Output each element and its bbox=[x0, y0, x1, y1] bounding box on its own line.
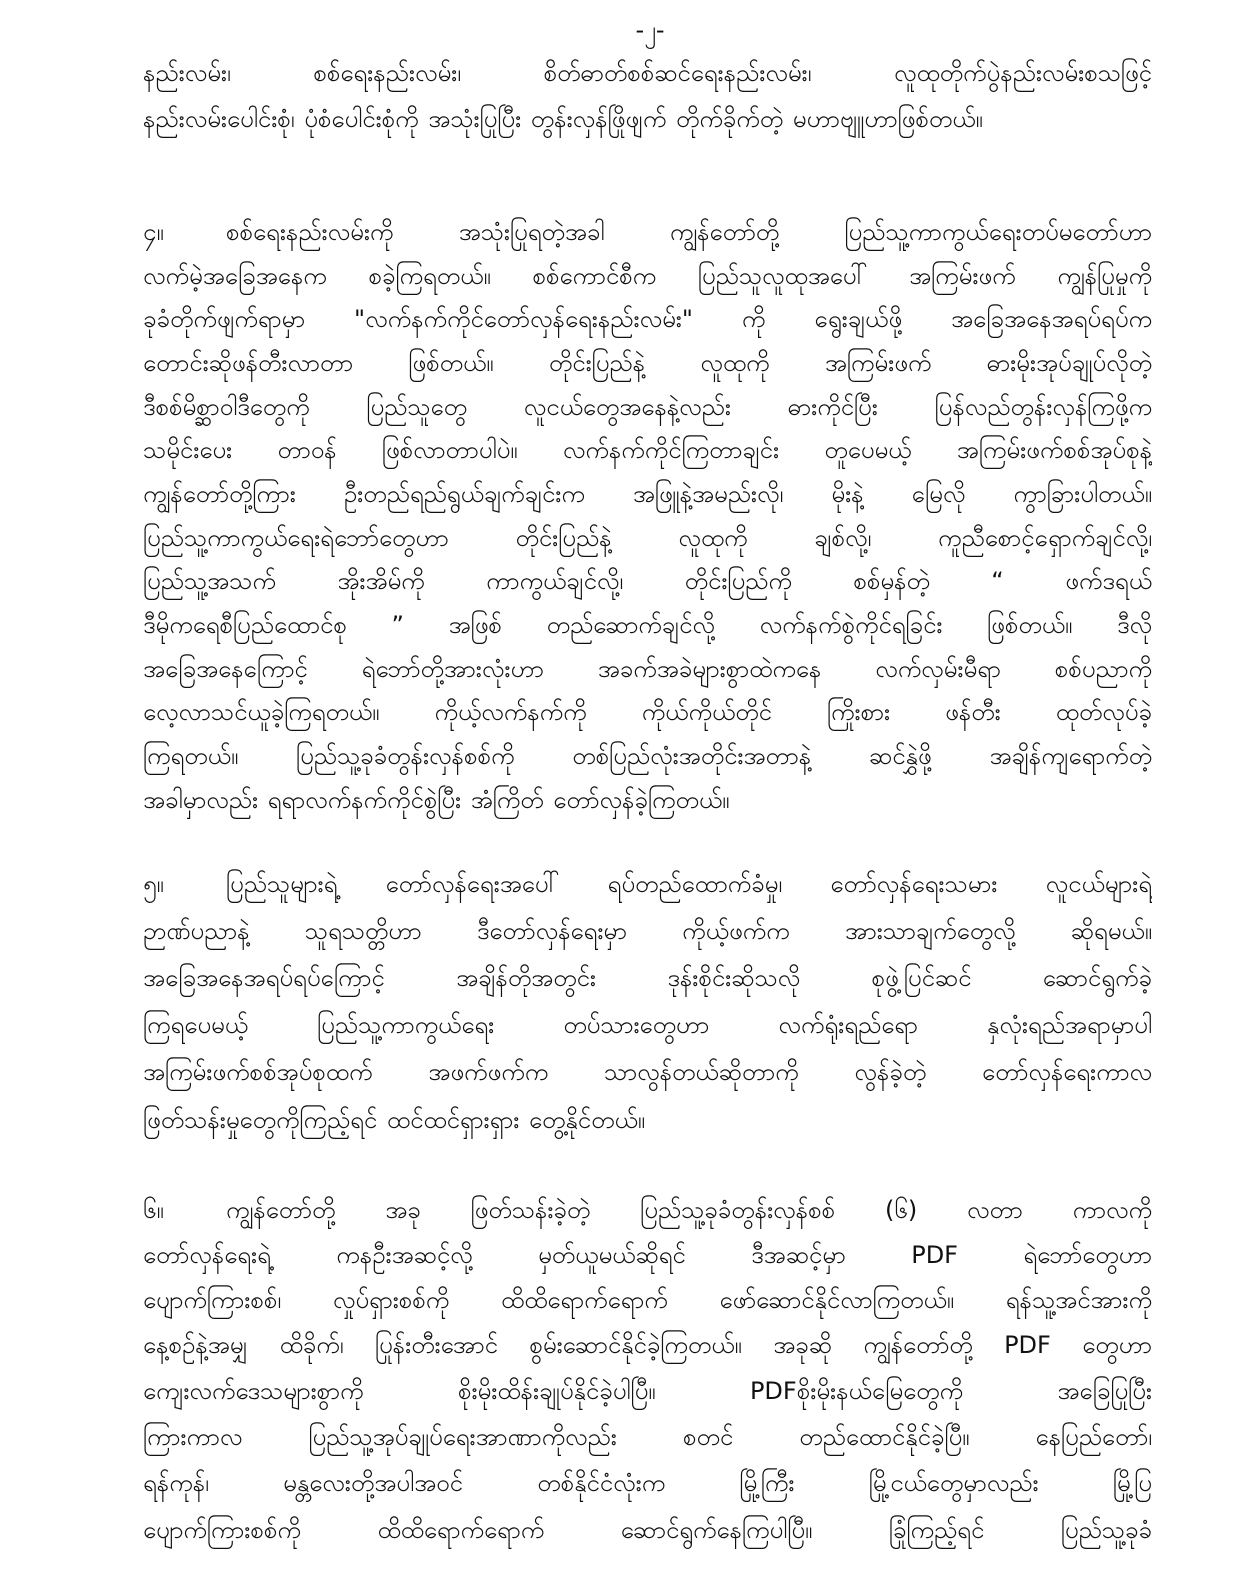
text-line: အခါမှာလည်း ရရာလက်နက်ကိုင်စွဲပြီး အံကြိတ် တော်လှန်ခဲ့ကြတယ်။ bbox=[143, 786, 730, 814]
paragraph-number: ၅။ bbox=[143, 870, 164, 898]
text-line: ဒီစစ်မိစ္ဆာဝါဒီတွေကို ပြည်သူတွေ လူငယ်တွေအနေနဲ့လည်း ဓားကိုင်ပြီး ပြန်လည်တွန်းလှန်ကြဖို့က bbox=[143, 393, 1152, 421]
paragraph-number: ၄။ bbox=[143, 218, 164, 246]
text-line: အခြေအနေအရပ်ရပ်ကြောင့် အချိန်တိုအတွင်း ဒုန်းစိုင်းဆိုသလို စုဖွဲ့ပြင်ဆင် ဆောင်ရွက်ခဲ့ bbox=[143, 964, 1152, 992]
page-number: -၂- bbox=[635, 16, 665, 44]
text-line: တော်လှန်ရေးရဲ့ ကနဦးအဆင့်လို့ မှတ်ယူမယ်ဆိုရင် ဒီအဆင့်မှာ PDF ရဲဘော်တွေဟာ bbox=[143, 1241, 1152, 1269]
text-line: ခုခံတိုက်ဖျက်ရာမှာ "လက်နက်ကိုင်တော်လှန်ရေးနည်းလမ်း" ကို ရွေးချယ်ဖို့ အခြေအနေအရပ်ရပ်က bbox=[143, 305, 1152, 333]
text-line: စစ်ရေးနည်းလမ်းကို အသုံးပြုရတဲ့အခါ ကျွန်တော်တို့ ပြည်သူ့ကာကွယ်ရေးတပ်မတော်ဟာ bbox=[226, 218, 1152, 246]
text-line: နည်းလမ်း၊ စစ်ရေးနည်းလမ်း၊ စိတ်ဓာတ်စစ်ဆင်ရေးနည်းလမ်း၊ လူထုတိုက်ပွဲနည်းလမ်းစသဖြင့် bbox=[143, 59, 1152, 87]
text-line: ကြရတယ်။ ပြည်သူ့ခုခံတွန်းလှန်စစ်ကို တစ်ပြည်လုံးအတိုင်းအတာနဲ့ ဆင်နွှဲဖို့ အချိန်ကျရောက်တဲ့ bbox=[143, 742, 1152, 770]
text-line: အခြေအနေကြောင့် ရဲဘော်တို့အားလုံးဟာ အခက်အခဲများစွာထဲကနေ လက်လှမ်းမီရာ စစ်ပညာကို bbox=[143, 655, 1152, 683]
text-line: အကြမ်းဖက်စစ်အုပ်စုထက် အဖက်ဖက်က သာလွန်တယ်ဆိုတာကို လွန်ခဲ့တဲ့ တော်လှန်ရေးကာလ bbox=[143, 1058, 1152, 1086]
text-line: ကြားကာလ ပြည်သူ့အုပ်ချုပ်ရေးအာဏာကိုလည်း စတင် တည်ထောင်နိုင်ခဲ့ပြီ။ နေပြည်တော်၊ bbox=[143, 1423, 1152, 1451]
text-line: ကျွန်တော်တို့ကြား ဦးတည်ရည်ရွယ်ချက်ချင်းက အဖြူနဲ့အမည်းလို၊ မိုးနဲ့ မြေလို ကွာခြားပါတယ်။ bbox=[143, 480, 1152, 508]
text-line: ပြည်သူ့ကာကွယ်ရေးရဲဘော်တွေဟာ တိုင်းပြည်နဲ့ လူထုကို ချစ်လို့၊ ကူညီစောင့်ရှောက်ချင်လို့၊ bbox=[143, 524, 1152, 552]
text-line: ပျောက်ကြားစစ်၊ လှုပ်ရှားစစ်ကို ထိထိရောက်ရောက် ဖော်ဆောင်နိုင်လာကြတယ်။ ရန်သူ့အင်အားကို bbox=[143, 1286, 1152, 1314]
text-line: ကြရပေမယ့် ပြည်သူ့ကာကွယ်ရေး တပ်သားတွေဟာ လက်ရုံးရည်ရော နှလုံးရည်အရာမှာပါ bbox=[143, 1011, 1152, 1039]
text-line: တောင်းဆိုဖန်တီးလာတာ ဖြစ်တယ်။ တိုင်းပြည်နဲ့ လူထုကို အကြမ်းဖက် ဓားမိုးအုပ်ချုပ်လိုတဲ့ bbox=[143, 349, 1152, 377]
text-line: ရန်ကုန်၊ မန္တလေးတို့အပါအဝင် တစ်နိုင်ငံလုံးက မြို့ကြီး မြို့ငယ်တွေမှာလည်း မြို့ပြ bbox=[143, 1469, 1152, 1497]
text-line: လက်မဲ့အခြေအနေက စခဲ့ကြရတယ်။ စစ်ကောင်စီက ပြည်သူလူထုအပေါ် အကြမ်းဖက် ကျွန်ပြုမှုကို bbox=[143, 262, 1152, 290]
text-line: ပြည်သူ့အသက် အိုးအိမ်ကို ကာကွယ်ချင်လို့၊ တိုင်းပြည်ကို စစ်မှန်တဲ့ “ ဖက်ဒရယ် bbox=[143, 567, 1152, 595]
text-line: ပြည်သူများရဲ့ တော်လှန်ရေးအပေါ် ရပ်တည်ထောက်ခံမှု၊ တော်လှန်ရေးသမား လူငယ်များရဲ့ bbox=[226, 870, 1152, 898]
text-line: ကျေးလက်ဒေသများစွာကို စိုးမိုးထိန်းချုပ်နိုင်ခဲ့ပါပြီ။ PDFစိုးမိုးနယ်မြေတွေကို အခြေပြုပြီး bbox=[143, 1377, 1152, 1405]
text-line: သမိုင်းပေး တာဝန် ဖြစ်လာတာပါပဲ။ လက်နက်ကိုင်ကြတာချင်း တူပေမယ့် အကြမ်းဖက်စစ်အုပ်စုနဲ့ bbox=[143, 436, 1152, 464]
text-line: ကျွန်တော်တို့ အခု ဖြတ်သန်းခဲ့တဲ့ ပြည်သူ့ခုခံတွန်းလှန်စစ် (၆) လတာ ကာလကို bbox=[226, 1196, 1152, 1224]
text-line: ဒီမိုကရေစီပြည်ထောင်စု ” အဖြစ် တည်ဆောက်ချင်လို့ လက်နက်စွဲကိုင်ရခြင်း ဖြစ်တယ်။ ဒီလို bbox=[143, 611, 1152, 639]
text-line: ဉာဏ်ပညာနဲ့ သူရသတ္တိဟာ ဒီတော်လှန်ရေးမှာ ကိုယ့်ဖက်က အားသာချက်တွေလို့ ဆိုရမယ်။ bbox=[143, 917, 1152, 945]
text-line: နေ့စဉ်နဲ့အမျှ ထိခိုက်၊ ပြုန်းတီးအောင် စွမ်းဆောင်နိုင်ခဲ့ကြတယ်။ အခုဆို ကျွန်တော်တို့ PDF တွေဟာ bbox=[143, 1331, 1152, 1359]
text-line: နည်းလမ်းပေါင်းစုံ၊ ပုံစံပေါင်းစုံကို အသုံးပြုပြီး တွန်းလှန်ဖြိုဖျက် တိုက်ခိုက်တဲ့ မဟာဗျူဟာဖြစ်တယ်။ bbox=[143, 105, 983, 133]
text-line: လေ့လာသင်ယူခဲ့ကြရတယ်။ ကိုယ့်လက်နက်ကို ကိုယ်ကိုယ်တိုင် ကြိုးစား ဖန်တီး ထုတ်လုပ်ခဲ့ bbox=[143, 698, 1152, 726]
paragraph-number: ၆။ bbox=[143, 1196, 164, 1224]
text-line: ပျောက်ကြားစစ်ကို ထိထိရောက်ရောက် ဆောင်ရွက်နေကြပါပြီ။ ခြုံကြည့်ရင် ပြည်သူ့ခုခံ bbox=[143, 1516, 1152, 1544]
text-line: ဖြတ်သန်းမှုတွေကိုကြည့်ရင် ထင်ထင်ရှားရှား တွေ့နိုင်တယ်။ bbox=[143, 1106, 646, 1134]
